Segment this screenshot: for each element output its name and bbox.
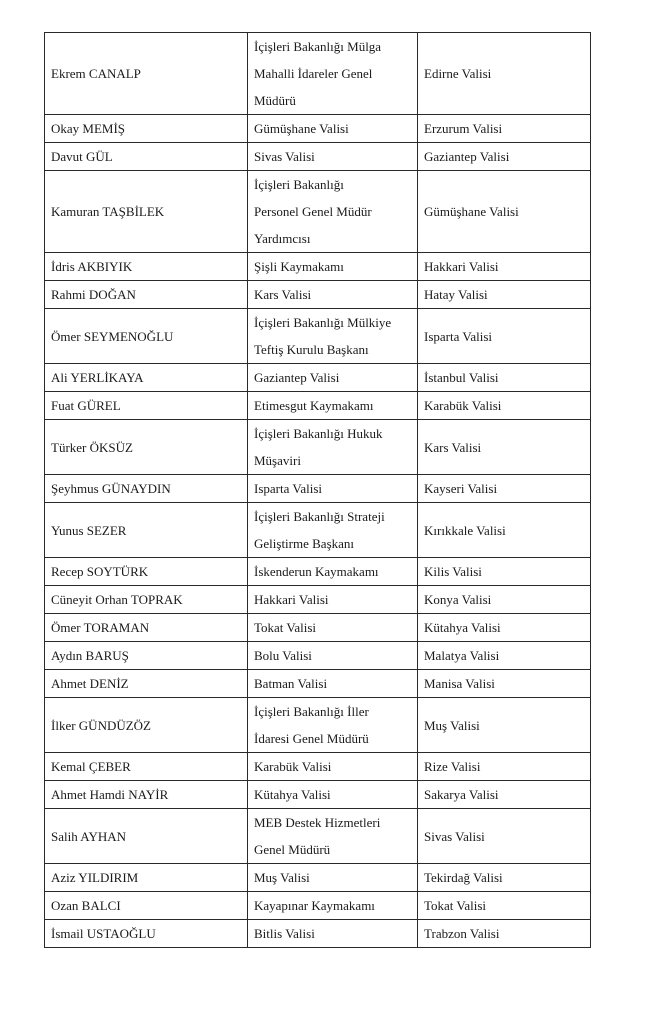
table-row bbox=[45, 420, 591, 475]
person-name-cell: Kamuran TAŞBİLEK bbox=[45, 171, 248, 253]
former-post-line: İçişleri Bakanlığı Mülkiye bbox=[254, 315, 392, 330]
former-post-cell bbox=[248, 503, 418, 558]
new-post-cell: Sivas Valisi bbox=[418, 809, 591, 864]
table-row bbox=[45, 670, 591, 698]
new-post-cell: Gümüşhane Valisi bbox=[418, 171, 591, 253]
person-name-cell: Ali YERLİKAYA bbox=[45, 364, 248, 392]
former-post-cell bbox=[248, 864, 418, 892]
former-post-cell bbox=[248, 420, 418, 475]
table-row bbox=[45, 698, 591, 753]
new-post-cell: Kars Valisi bbox=[418, 420, 591, 475]
new-post-cell: Tekirdağ Valisi bbox=[418, 864, 591, 892]
former-post-line: İçişleri Bakanlığı Hukuk bbox=[254, 426, 383, 441]
former-post-cell bbox=[248, 781, 418, 809]
former-post-line: Mahalli İdareler Genel bbox=[254, 66, 373, 81]
former-post-cell bbox=[248, 281, 418, 309]
person-name-cell: Türker ÖKSÜZ bbox=[45, 420, 248, 475]
former-post-line: Teftiş Kurulu Başkanı bbox=[254, 342, 369, 357]
person-name-cell: İdris AKBIYIK bbox=[45, 253, 248, 281]
new-post-cell: Kilis Valisi bbox=[418, 558, 591, 586]
former-post-cell bbox=[248, 642, 418, 670]
former-post-cell bbox=[248, 33, 418, 115]
person-name-cell: Ozan BALCI bbox=[45, 892, 248, 920]
new-post-cell: Kayseri Valisi bbox=[418, 475, 591, 503]
former-post-cell bbox=[248, 698, 418, 753]
new-post-cell: Malatya Valisi bbox=[418, 642, 591, 670]
former-post-cell bbox=[248, 558, 418, 586]
former-post-line: Etimesgut Kaymakamı bbox=[254, 398, 374, 413]
new-post-cell: Hakkari Valisi bbox=[418, 253, 591, 281]
new-post-cell: Isparta Valisi bbox=[418, 309, 591, 364]
table-row bbox=[45, 364, 591, 392]
former-post-line: İçişleri Bakanlığı İller bbox=[254, 704, 369, 719]
former-post-cell bbox=[248, 171, 418, 253]
former-post-cell bbox=[248, 809, 418, 864]
person-name-cell: Aydın BARUŞ bbox=[45, 642, 248, 670]
former-post-line: Hakkari Valisi bbox=[254, 592, 329, 607]
former-post-line: Gaziantep Valisi bbox=[254, 370, 340, 385]
person-name-cell: Recep SOYTÜRK bbox=[45, 558, 248, 586]
person-name-cell: Ekrem CANALP bbox=[45, 33, 248, 115]
former-post-cell bbox=[248, 920, 418, 948]
new-post-cell: Sakarya Valisi bbox=[418, 781, 591, 809]
person-name-cell: Fuat GÜREL bbox=[45, 392, 248, 420]
former-post-line: Müdürü bbox=[254, 93, 296, 108]
person-name-cell: Ömer SEYMENOĞLU bbox=[45, 309, 248, 364]
former-post-cell bbox=[248, 115, 418, 143]
new-post-cell: Hatay Valisi bbox=[418, 281, 591, 309]
former-post-line: Geliştirme Başkanı bbox=[254, 536, 355, 551]
former-post-line: Şişli Kaymakamı bbox=[254, 259, 344, 274]
table-row bbox=[45, 503, 591, 558]
former-post-cell bbox=[248, 586, 418, 614]
person-name-cell: İlker GÜNDÜZÖZ bbox=[45, 698, 248, 753]
person-name-cell: Ahmet DENİZ bbox=[45, 670, 248, 698]
table-row bbox=[45, 558, 591, 586]
former-post-line: Batman Valisi bbox=[254, 676, 328, 691]
table-row bbox=[45, 892, 591, 920]
former-post-line: Sivas Valisi bbox=[254, 149, 315, 164]
table-row bbox=[45, 642, 591, 670]
table-row bbox=[45, 475, 591, 503]
table-row bbox=[45, 171, 591, 253]
former-post-line: İçişleri Bakanlığı Mülga bbox=[254, 39, 382, 54]
person-name-cell: Rahmi DOĞAN bbox=[45, 281, 248, 309]
new-post-cell: Kırıkkale Valisi bbox=[418, 503, 591, 558]
former-post-cell bbox=[248, 364, 418, 392]
person-name-cell: Cüneyit Orhan TOPRAK bbox=[45, 586, 248, 614]
former-post-cell bbox=[248, 253, 418, 281]
person-name-cell: Yunus SEZER bbox=[45, 503, 248, 558]
person-name-cell: İsmail USTAOĞLU bbox=[45, 920, 248, 948]
former-post-cell bbox=[248, 753, 418, 781]
former-post-line: Personel Genel Müdür bbox=[254, 204, 372, 219]
person-name-cell: Okay MEMİŞ bbox=[45, 115, 248, 143]
former-post-line: Bitlis Valisi bbox=[254, 926, 315, 941]
person-name-cell: Ömer TORAMAN bbox=[45, 614, 248, 642]
former-post-line: İskenderun Kaymakamı bbox=[254, 564, 379, 579]
former-post-line: Tokat Valisi bbox=[254, 620, 317, 635]
table-row bbox=[45, 253, 591, 281]
former-post-line: Bolu Valisi bbox=[254, 648, 312, 663]
former-post-cell bbox=[248, 309, 418, 364]
person-name-cell: Şeyhmus GÜNAYDIN bbox=[45, 475, 248, 503]
person-name-cell: Aziz YILDIRIM bbox=[45, 864, 248, 892]
new-post-cell: Rize Valisi bbox=[418, 753, 591, 781]
former-post-line: Kars Valisi bbox=[254, 287, 312, 302]
table-row bbox=[45, 281, 591, 309]
person-name-cell: Kemal ÇEBER bbox=[45, 753, 248, 781]
table-row bbox=[45, 920, 591, 948]
table-row bbox=[45, 309, 591, 364]
former-post-line: Yardımcısı bbox=[254, 231, 311, 246]
appointments-table-body bbox=[45, 33, 591, 948]
person-name-cell: Ahmet Hamdi NAYİR bbox=[45, 781, 248, 809]
former-post-line: Muş Valisi bbox=[254, 870, 310, 885]
new-post-cell: İstanbul Valisi bbox=[418, 364, 591, 392]
new-post-cell: Gaziantep Valisi bbox=[418, 143, 591, 171]
table-row bbox=[45, 864, 591, 892]
former-post-line: İçişleri Bakanlığı bbox=[254, 177, 344, 192]
former-post-line: İdaresi Genel Müdürü bbox=[254, 731, 369, 746]
table-row bbox=[45, 115, 591, 143]
table-row bbox=[45, 392, 591, 420]
former-post-cell bbox=[248, 892, 418, 920]
table-row bbox=[45, 586, 591, 614]
new-post-cell: Karabük Valisi bbox=[418, 392, 591, 420]
new-post-cell: Konya Valisi bbox=[418, 586, 591, 614]
former-post-line: MEB Destek Hizmetleri bbox=[254, 815, 381, 830]
former-post-line: Karabük Valisi bbox=[254, 759, 332, 774]
former-post-line: Gümüşhane Valisi bbox=[254, 121, 349, 136]
former-post-line: İçişleri Bakanlığı Strateji bbox=[254, 509, 385, 524]
former-post-line: Kütahya Valisi bbox=[254, 787, 331, 802]
new-post-cell: Manisa Valisi bbox=[418, 670, 591, 698]
former-post-cell bbox=[248, 392, 418, 420]
former-post-line: Kayapınar Kaymakamı bbox=[254, 898, 375, 913]
former-post-line: Genel Müdürü bbox=[254, 842, 331, 857]
table-row bbox=[45, 753, 591, 781]
new-post-cell: Erzurum Valisi bbox=[418, 115, 591, 143]
table-row bbox=[45, 143, 591, 171]
former-post-cell bbox=[248, 143, 418, 171]
appointments-table bbox=[44, 32, 591, 948]
table-row bbox=[45, 614, 591, 642]
new-post-cell: Trabzon Valisi bbox=[418, 920, 591, 948]
new-post-cell: Kütahya Valisi bbox=[418, 614, 591, 642]
person-name-cell: Davut GÜL bbox=[45, 143, 248, 171]
table-row bbox=[45, 33, 591, 115]
new-post-cell: Tokat Valisi bbox=[418, 892, 591, 920]
former-post-cell bbox=[248, 614, 418, 642]
former-post-cell bbox=[248, 670, 418, 698]
former-post-cell bbox=[248, 475, 418, 503]
table-row bbox=[45, 781, 591, 809]
former-post-line: Isparta Valisi bbox=[254, 481, 322, 496]
table-row bbox=[45, 809, 591, 864]
former-post-line: Müşaviri bbox=[254, 453, 301, 468]
new-post-cell: Muş Valisi bbox=[418, 698, 591, 753]
person-name-cell: Salih AYHAN bbox=[45, 809, 248, 864]
new-post-cell: Edirne Valisi bbox=[418, 33, 591, 115]
